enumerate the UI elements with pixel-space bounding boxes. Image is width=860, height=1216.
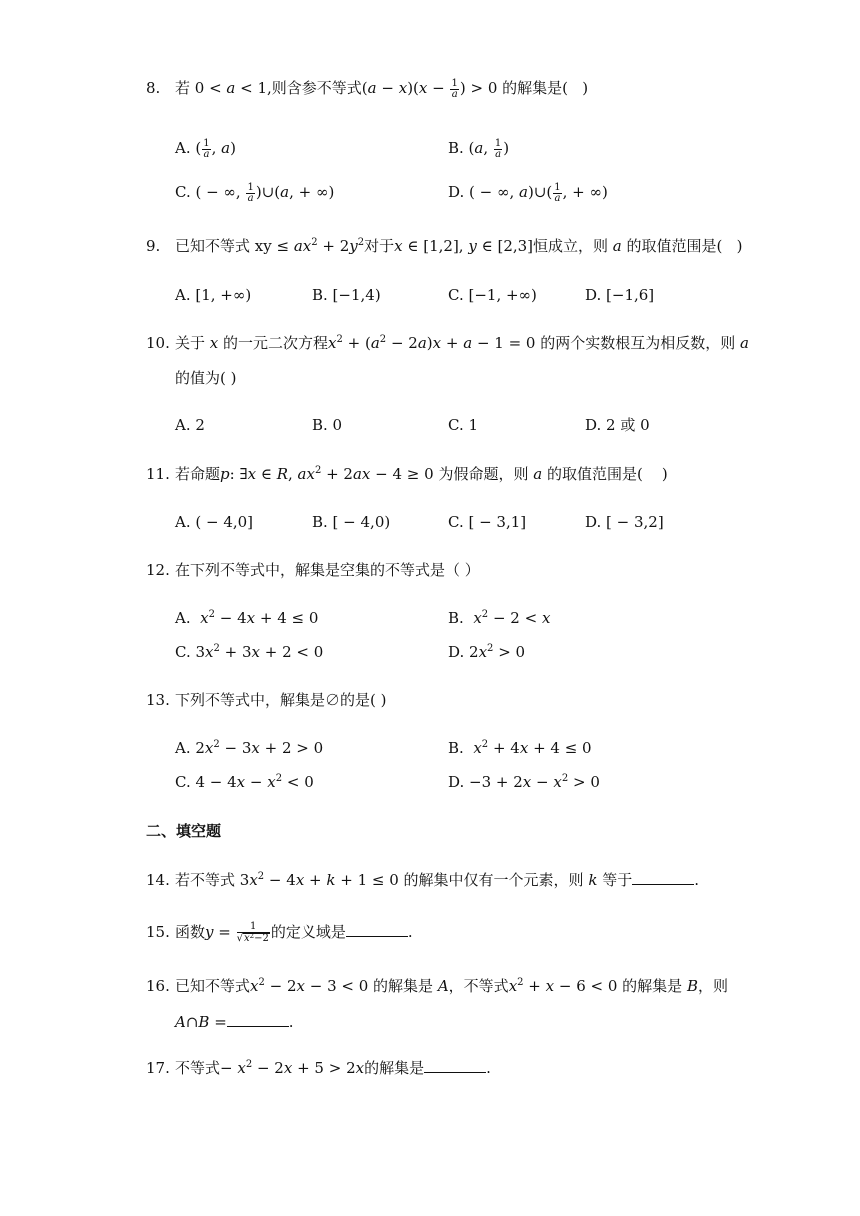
question-number: 8. bbox=[146, 79, 161, 97]
option-a: A. 2 bbox=[175, 416, 205, 434]
option-c: C. [−1, +∞) bbox=[448, 286, 537, 304]
question-number: 12. bbox=[146, 561, 170, 579]
option-a: A. $2x^2 - 3x + 2 > 0$ bbox=[175, 739, 324, 757]
question-number: 9. bbox=[146, 237, 161, 255]
question-text: 若 0 < a < 1,则含参不等式(a − x)(x − $\frac{1}{a}$ ) > 0 的解集是( ) bbox=[175, 77, 589, 100]
option-a: A. $x^2 - 4x + 4 \le 0$ bbox=[175, 609, 319, 627]
question-text: 若命题p: ∃x ∈ R, $ax^2 + 2ax - 4 \ge 0$ 为假命题，则 a 的取值范围是( ) bbox=[175, 465, 668, 483]
option-d: D. 2 或 0 bbox=[585, 416, 650, 434]
option-a: A. ( $\frac{1}{a}$ , a) bbox=[175, 137, 236, 160]
question-number: 14. bbox=[146, 871, 170, 889]
option-d: D. $-3 + 2x - x^2 > 0$ bbox=[448, 773, 600, 791]
option-c: C. [ − 3,1] bbox=[448, 513, 527, 531]
section-title: 二、填空题 bbox=[146, 822, 222, 840]
question-number: 13. bbox=[146, 691, 170, 709]
question-number: 11. bbox=[146, 465, 170, 483]
option-c: C. $3x^2 + 3x + 2 < 0$ bbox=[175, 643, 324, 661]
option-d: D. $2x^2 > 0$ bbox=[448, 643, 526, 661]
question-text: 不等式− $x^2 - 2x + 5 > 2x$的解集是 . bbox=[175, 1059, 491, 1077]
option-b: B. $x^2 - 2 < x$ bbox=[448, 609, 551, 627]
option-c: C. $4 - 4x - x^2 < 0$ bbox=[175, 773, 314, 791]
question-number: 16. bbox=[146, 977, 170, 995]
question-text: 已知不等式$x^2 - 2x - 3 < 0$ 的解集是 A，不等式$x^2 + x - 6 < 0$ 的解集是 B，则 bbox=[175, 977, 728, 995]
option-d: D. [ − 3,2] bbox=[585, 513, 664, 531]
question-text: 关于 x 的一元二次方程$x^2 + (a^2 - 2a)x + a - 1 = 0$ 的两个实数根互为相反数，则 a bbox=[175, 334, 749, 352]
option-a: A. [1, +∞) bbox=[175, 286, 252, 304]
question-continuation: 的值为( ) bbox=[175, 369, 237, 387]
option-a: A. ( − 4,0] bbox=[175, 513, 254, 531]
question-number: 10. bbox=[146, 334, 170, 352]
question-text: 已知不等式 xy ≤ $ax^2 + 2y^2$对于x ∈ [1,2], y ∈ [2,3]恒成立，则 a 的取值范围是( ) bbox=[175, 237, 743, 255]
question-text: 若不等式 $3x^2 - 4x + k + 1 \le 0$ 的解集中仅有一个元素，则 k 等于 . bbox=[175, 871, 699, 889]
option-b: B. [ − 4,0) bbox=[312, 513, 391, 531]
option-d: D. [−1,6] bbox=[585, 286, 655, 304]
question-continuation: A∩B = . bbox=[175, 1013, 294, 1031]
question-number: 15. bbox=[146, 923, 170, 941]
option-c: C. 1 bbox=[448, 416, 479, 434]
option-b: B. [−1,4) bbox=[312, 286, 381, 304]
question-text: 在下列不等式中，解集是空集的不等式是（ ） bbox=[175, 561, 480, 579]
question-text: 函数y = $\frac{1}{√x^2-2}$ 的定义域是 . bbox=[175, 921, 413, 944]
option-c: C. ( − ∞, $\frac{1}{a}$ )∪(a, + ∞) bbox=[175, 181, 335, 204]
question-number: 17. bbox=[146, 1059, 170, 1077]
option-b: B. 0 bbox=[312, 416, 343, 434]
option-d: D. ( − ∞, a)∪( $\frac{1}{a}$ , + ∞) bbox=[448, 181, 608, 204]
option-b: B. (a, $\frac{1}{a}$ ) bbox=[448, 137, 510, 160]
question-text: 下列不等式中，解集是∅的是( ) bbox=[175, 691, 387, 709]
option-b: B. $x^2 + 4x + 4 \le 0$ bbox=[448, 739, 592, 757]
